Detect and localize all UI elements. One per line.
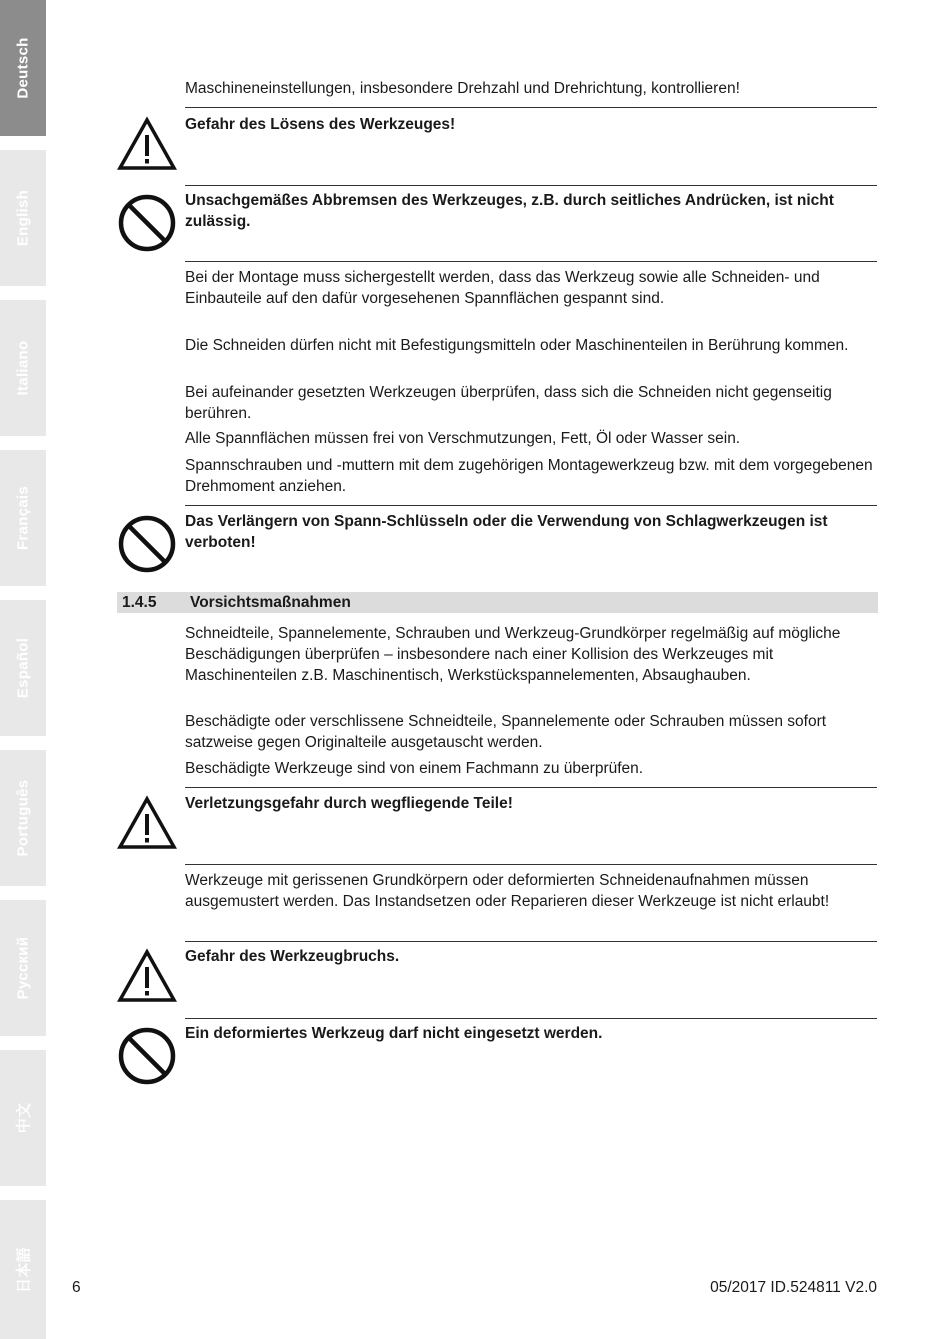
tab-label: Português — [14, 779, 32, 857]
page-number: 6 — [72, 1279, 81, 1296]
divider — [185, 1018, 877, 1019]
tab-deutsch[interactable] — [0, 0, 46, 136]
prohibition-icon — [117, 514, 177, 574]
divider — [185, 505, 877, 506]
prohibition-icon — [117, 193, 177, 253]
warning-text: Gefahr des Werkzeugbruchs. — [185, 948, 400, 965]
paragraph: Die Schneiden dürfen nicht mit Befestigungsmitteln oder Maschinenteilen in Berührung kommen. — [185, 337, 849, 354]
paragraph: Beschädigte Werkzeuge sind von einem Fachmann zu überprüfen. — [185, 760, 644, 777]
paragraph: Beschädigte oder verschlissene Schneidteile, Spannelemente oder Schrauben müssen sofort satzweise gegen Originalteile ausgetauscht werden. — [185, 713, 827, 751]
tab-label: Deutsch — [14, 37, 32, 99]
paragraph: Schneidteile, Spannelemente, Schrauben und Werkzeug-Grundkörper regelmäßig auf mögliche Beschädigungen überprüfen – insbesondere nach einer Kollision des Werkzeuges mit Maschinenteilen z.B. Maschinentisch, Werkstückspannelementen, Absaughauben. — [185, 625, 841, 684]
divider — [185, 261, 877, 262]
tab-label: 日本語 — [15, 1246, 33, 1293]
section-title: Vorsichtsmaßnahmen — [190, 594, 351, 611]
tab-japanese[interactable] — [0, 1200, 46, 1339]
tab-portugues[interactable] — [0, 750, 46, 886]
document-id: 05/2017 ID.524811 V2.0 — [710, 1279, 877, 1296]
paragraph: Bei der Montage muss sichergestellt werden, dass das Werkzeug sowie alle Schneiden- und Einbauteile auf den dafür vorgesehenen Spannflächen gespannt sind. — [185, 269, 820, 307]
tab-label: Русский — [14, 936, 32, 1000]
tab-english[interactable] — [0, 150, 46, 286]
divider — [185, 864, 877, 865]
paragraph: Bei aufeinander gesetzten Werkzeugen überprüfen, dass sich die Schneiden nicht gegenseitig berühren. — [185, 384, 832, 422]
paragraph: Alle Spannflächen müssen frei von Verschmutzungen, Fett, Öl oder Wasser sein. — [185, 430, 741, 447]
tab-label: English — [14, 189, 32, 247]
warning-triangle-icon — [117, 115, 177, 175]
tab-russian[interactable] — [0, 900, 46, 1036]
divider — [185, 941, 877, 942]
warning-text: Verletzungsgefahr durch wegfliegende Teile! — [185, 795, 513, 812]
tab-label: 中文 — [15, 1102, 33, 1134]
prohibition-text: Das Verlängern von Spann-Schlüsseln oder die Verwendung von Schlagwerkzeugen ist verboten! — [185, 513, 828, 551]
tab-francais[interactable] — [0, 450, 46, 586]
tab-espanol[interactable] — [0, 600, 46, 736]
warning-triangle-icon — [117, 794, 177, 854]
prohibition-icon — [117, 1026, 177, 1086]
tab-chinese[interactable] — [0, 1050, 46, 1186]
tab-label: Italiano — [14, 340, 32, 396]
divider — [185, 185, 877, 186]
section-number: 1.4.5 — [122, 594, 157, 611]
paragraph: Werkzeuge mit gerissenen Grundkörpern oder deformierten Schneidenaufnahmen müssen ausgemustert werden. Das Instandsetzen oder Reparieren dieser Werkzeuge ist nicht erlaubt! — [185, 872, 830, 910]
paragraph: Spannschrauben und -muttern mit dem zugehörigen Montagewerkzeug bzw. mit dem vorgegebenen Drehmoment anziehen. — [185, 457, 873, 495]
prohibition-text: Unsachgemäßes Abbremsen des Werkzeuges, z.B. durch seitliches Andrücken, ist nicht zulässig. — [185, 192, 834, 230]
tab-italiano[interactable] — [0, 300, 46, 436]
warning-triangle-icon — [117, 947, 177, 1007]
intro-text: Maschineneinstellungen, insbesondere Drehzahl und Drehrichtung, kontrollieren! — [185, 80, 740, 97]
divider — [185, 107, 877, 108]
tab-label: Español — [14, 637, 32, 699]
prohibition-text: Ein deformiertes Werkzeug darf nicht eingesetzt werden. — [185, 1025, 603, 1042]
tab-label: Français — [14, 485, 32, 551]
warning-text: Gefahr des Lösens des Werkzeuges! — [185, 116, 456, 133]
section-heading — [117, 592, 878, 613]
divider — [185, 787, 877, 788]
